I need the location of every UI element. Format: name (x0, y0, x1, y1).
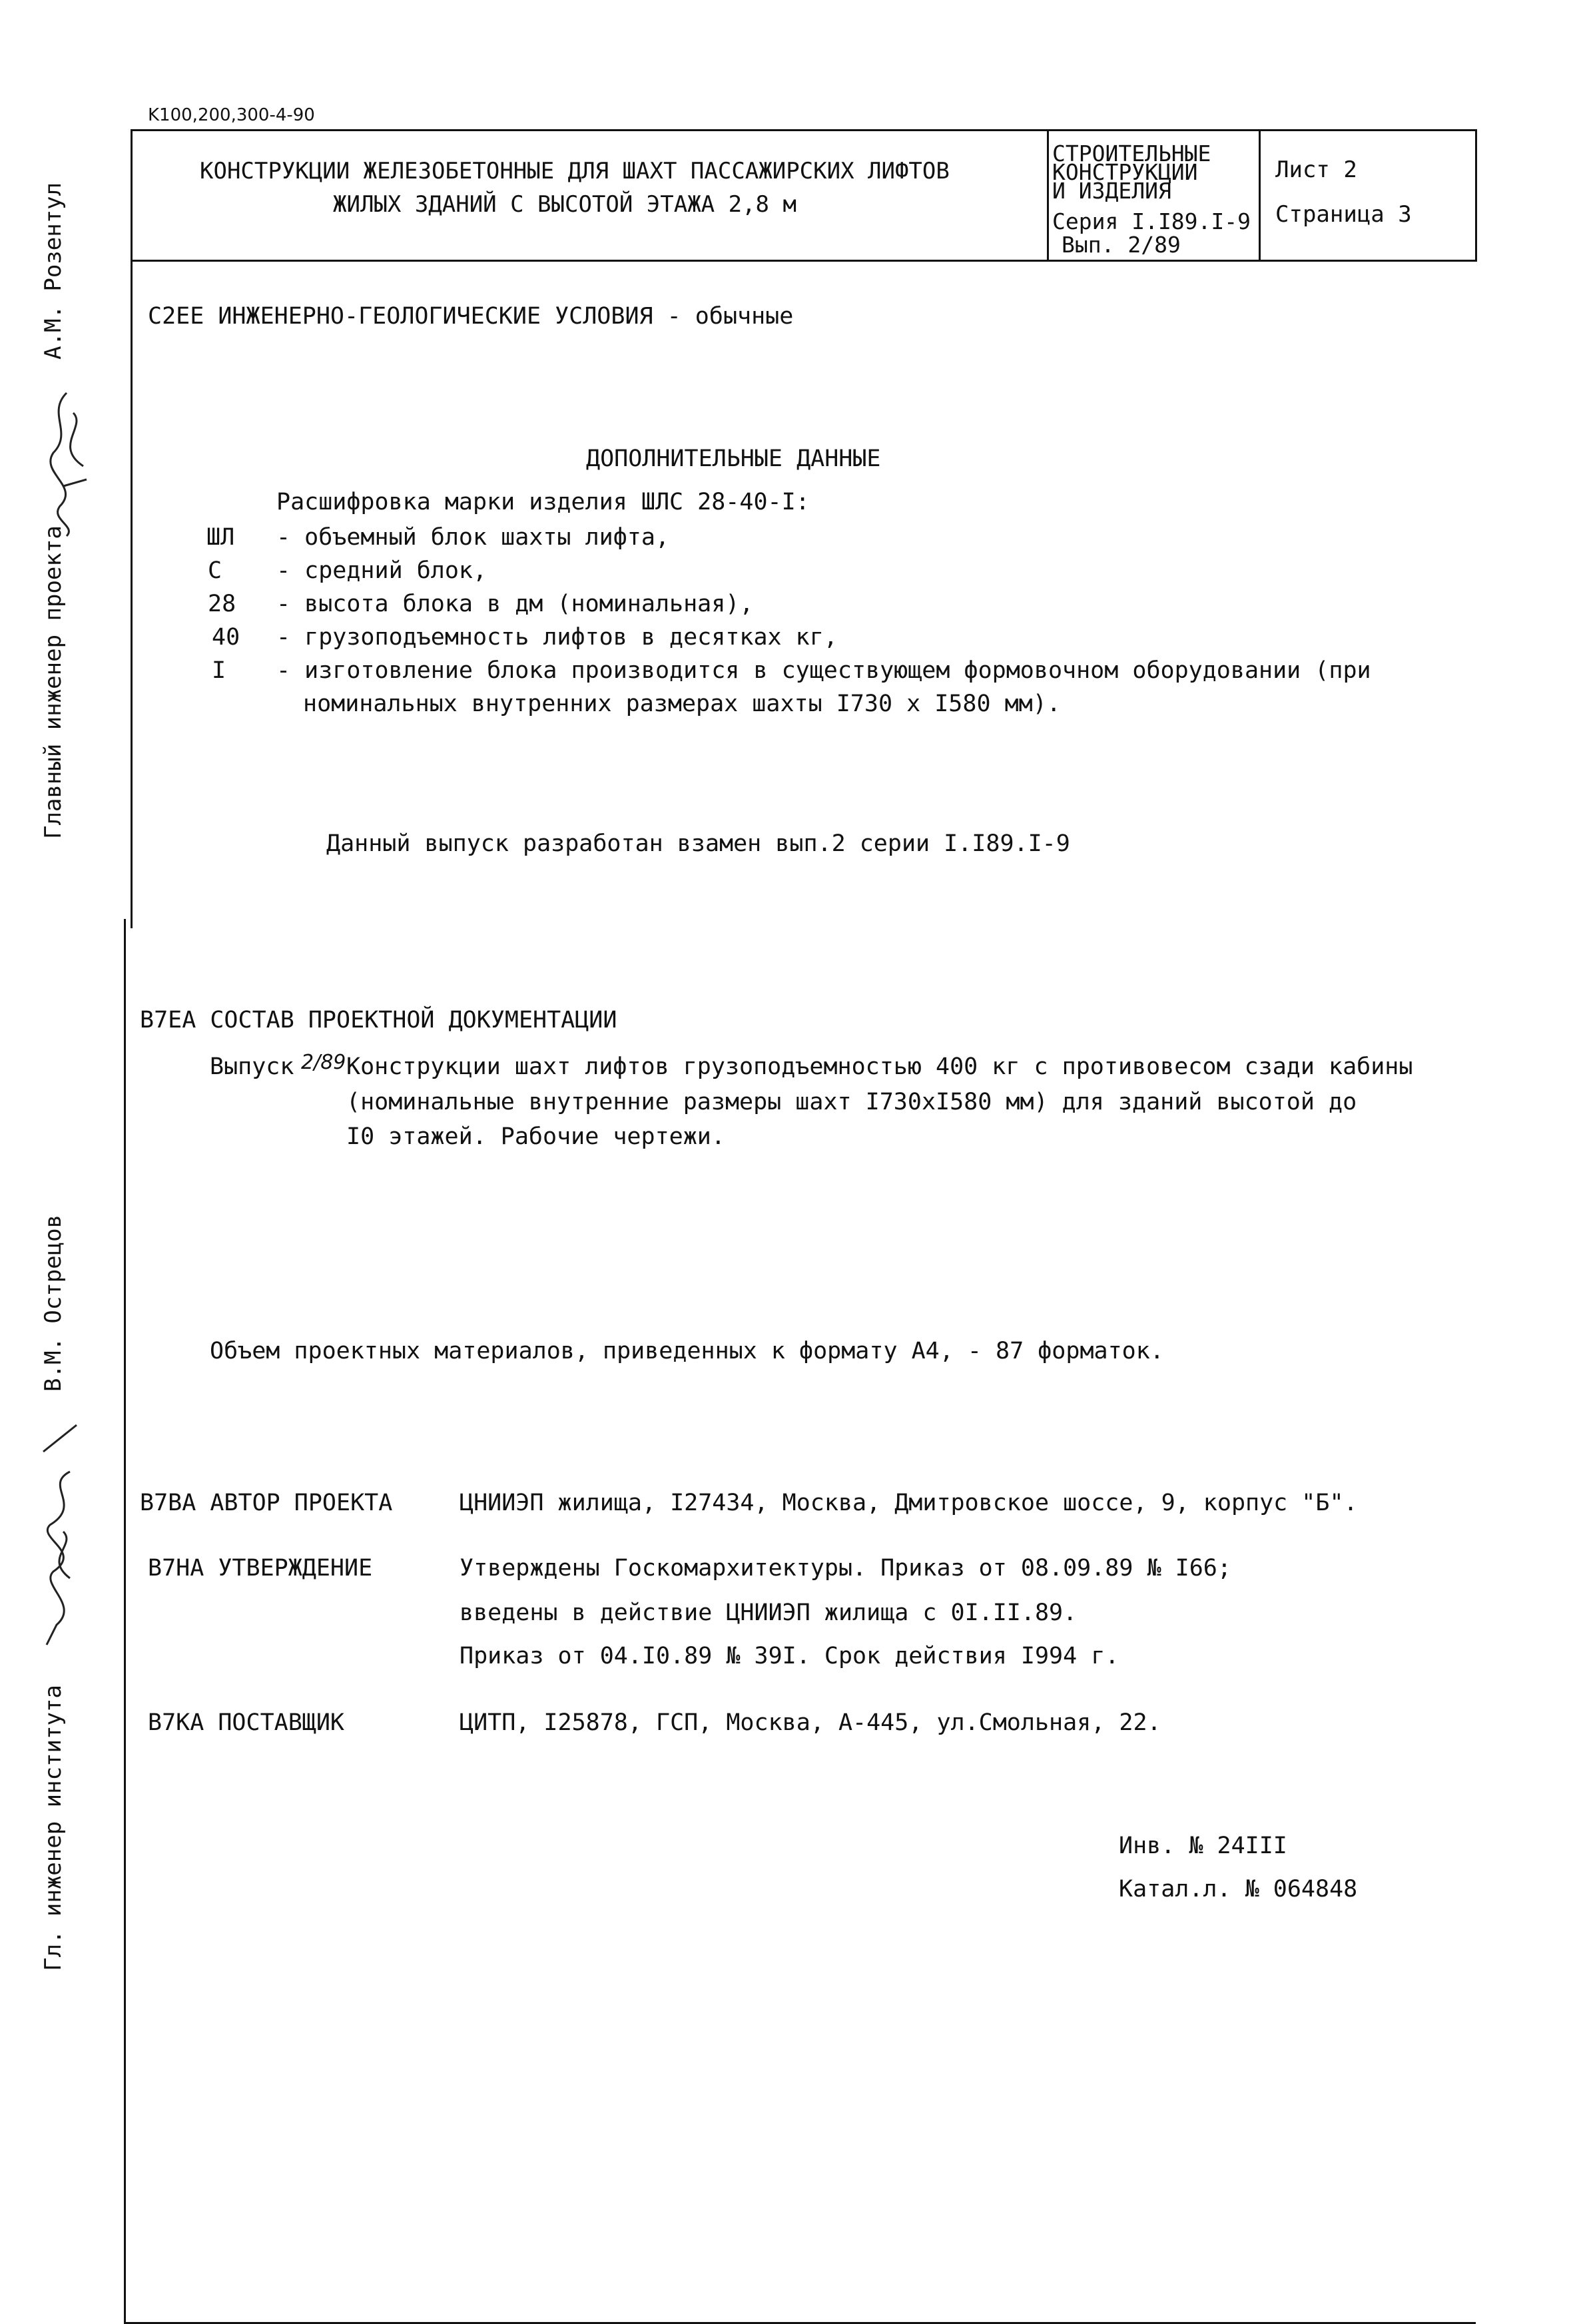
header-category-line3: И ИЗДЕЛИЯ (1052, 178, 1171, 204)
volume-note: Объем проектных материалов, приведенных к формату А4, - 87 форматок. (210, 1338, 1164, 1364)
item-code: ШЛ (206, 524, 235, 551)
header-category-line2: КОНСТРУКЦИИ (1052, 159, 1198, 185)
header-bottom-line (131, 260, 1477, 262)
inventory-number: Инв. № 24III (1119, 1833, 1287, 1859)
header-divider-2 (1259, 129, 1261, 260)
composition-heading: В7ЕА СОСТАВ ПРОЕКТНОЙ ДОКУМЕНТАЦИИ (140, 1007, 617, 1033)
signature-chief-institute (23, 1412, 97, 1651)
signature-chief-project (27, 386, 100, 539)
item-desc: - грузоподъемность лифтов в десятках кг, (276, 624, 838, 651)
item-code: 40 (212, 624, 240, 651)
frame-right-line (1475, 129, 1477, 260)
item-desc-continuation: номинальных внутренних размерах шахты I730 x I580 мм). (303, 691, 1061, 717)
replacement-note: Данный выпуск разработан взамен вып.2 серии I.I89.I-9 (326, 830, 1070, 857)
catalog-number: Катал.л. № 064848 (1119, 1876, 1358, 1902)
approval-line2: введены в действие ЦНИИЭП жилища с 0I.II.89. (460, 1599, 1078, 1626)
approval-label: В7НА УТВЕРЖДЕНИЕ (148, 1555, 373, 1582)
item-code: С (208, 557, 222, 584)
geo-conditions: С2ЕЕ ИНЖЕНЕРНО-ГЕОЛОГИЧЕСКИЕ УСЛОВИЯ - обычные (148, 303, 794, 330)
frame-left-line-lower (124, 919, 126, 2324)
header-sheet: Лист 2 (1275, 156, 1357, 183)
sidebar-chief-engineer-institute: Гл. инженер института (40, 1685, 67, 1971)
document-code: K100,200,300-4-90 (148, 105, 315, 125)
additional-intro: Расшифровка марки изделия ШЛС 28-40-I: (276, 489, 810, 515)
item-desc: - объемный блок шахты лифта, (276, 524, 670, 551)
author-label: В7ВА АВТОР ПРОЕКТА (140, 1490, 393, 1516)
frame-top-line (131, 129, 1477, 131)
author-value: ЦНИИЭП жилища, I27434, Москва, Дмитровское шоссе, 9, корпус "Б". (460, 1490, 1358, 1516)
header-page: Страница 3 (1275, 201, 1412, 228)
sidebar-chief-engineer-project: Главный инженер проекта (40, 525, 67, 839)
composition-line3: I0 этажей. Рабочие чертежи. (346, 1123, 725, 1150)
header-series: Серия I.I89.I-9 (1052, 208, 1251, 234)
composition-line1: Конструкции шахт лифтов грузоподъемностью 400 кг с противовесом сзади кабины (346, 1053, 1413, 1080)
composition-issue-number: 2/89 (301, 1051, 346, 1074)
approval-line1: Утверждены Госкомархитектуры. Приказ от 08.09.89 № I66; (460, 1555, 1231, 1582)
header-issue: Вып. 2/89 (1062, 232, 1181, 258)
header-divider-1 (1047, 129, 1049, 260)
item-desc: - высота блока в дм (номинальная), (276, 591, 754, 617)
header-title-line1: КОНСТРУКЦИИ ЖЕЛЕЗОБЕТОННЫЕ ДЛЯ ШАХТ ПАССАЖИРСКИХ ЛИФТОВ (200, 158, 950, 184)
sidebar-chief-engineer-project-name: А.М. Розентул (40, 182, 67, 360)
item-code: I (212, 657, 226, 684)
item-desc: - изготовление блока производится в существующем формовочном оборудовании (при (276, 657, 1371, 684)
item-code: 28 (208, 591, 236, 617)
item-desc: - средний блок, (276, 557, 487, 584)
supplier-label: В7КА ПОСТАВЩИК (148, 1709, 345, 1736)
frame-left-line (131, 129, 133, 928)
supplier-value: ЦИТП, I25878, ГСП, Москва, А-445, ул.Смольная, 22. (460, 1709, 1161, 1736)
header-category-line1: СТРОИТЕЛЬНЫЕ (1052, 141, 1211, 166)
composition-line2: (номинальные внутренние размеры шахт I730xI580 мм) для зданий высотой до (346, 1089, 1357, 1115)
additional-heading: ДОПОЛНИТЕЛЬНЫЕ ДАННЫЕ (586, 445, 881, 472)
composition-issue-label: Выпуск (210, 1053, 294, 1080)
sidebar-chief-engineer-institute-name: В.М. Острецов (40, 1214, 67, 1392)
header-title-line2: ЖИЛЫХ ЗДАНИЙ С ВЫСОТОЙ ЭТАЖА 2,8 м (333, 191, 796, 218)
approval-line3: Приказ от 04.I0.89 № 39I. Срок действия I994 г. (460, 1643, 1119, 1669)
